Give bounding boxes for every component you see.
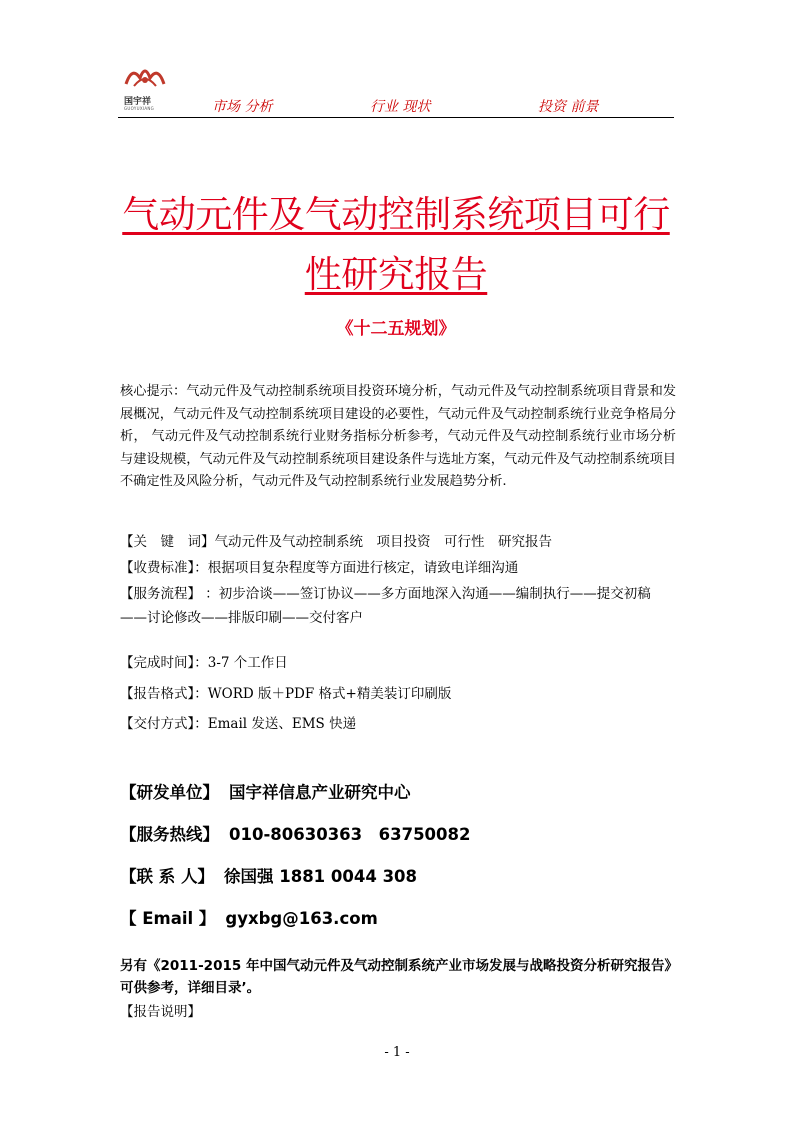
contact-email-label: 【 Email 】 [120,909,216,928]
page-number: - 1 - [384,1045,410,1060]
nav-investment-outlook: 投资 前景 [538,99,599,115]
reference-note: 另有《2011-2015 年中国气动元件及气动控制系统产业市场发展与战略投资分析研究报告》可供参考，详细目录’。 [120,958,672,996]
logo-name: 国宇祥 [124,97,152,107]
logo-emblem-icon [122,58,168,92]
spec-fee: 【收费标准】：根据项目复杂程度等方面进行核定，请致电详细沟通 [120,560,519,576]
nav-market-analysis: 市场 分析 [212,99,273,115]
logo-subtext: GUOYUXIANG [124,106,155,111]
core-summary: 核心提示：气动元件及气动控制系统项目投资环境分析，气动元件及气动控制系统项目背景和发展概况，气动元件及气动控制系统项目建设的必要性，气动元件及气动控制系统行业竞争格局分析， 气动元件及气动控制系统行业财务指标分析参考，气动元件及气动控制系统行业市场分析与建设规模，气动元件及气动控制系统项目建设条件与选址方案，气动元件及气动控制系统项目不确定性及风险分析，气动元件及气动控制系统行业发展趋势分析. [120,384,676,490]
contact-hotline-label: 【服务热线】 [120,825,219,844]
contact-person [120,863,417,887]
contact-email-value[interactable]: gyxbg@163.com [225,909,378,928]
nav-industry-status: 行业 现状 [370,99,431,115]
company-logo [122,58,172,112]
spec-service-flow: 【服务流程】 ：初步洽谈——签订协议——多方面地深入沟通——编制执行——提交初稿——讨论修改——排版印刷——交付客户 [120,586,651,626]
page-header [118,58,674,118]
spec-delivery: 【交付方式】：Email 发送、EMS 快递 [120,716,357,732]
spec-keywords: 【关 键 词】气动元件及气动控制系统 项目投资 可行性 研究报告 [120,534,552,550]
contact-person-value: 徐国强 1881 0044 308 [224,867,418,886]
report-title-line-2: 性研究报告 [304,253,488,296]
contact-unit-value: 国宇祥信息产业研究中心 [229,783,411,802]
spec-completion-time: 【完成时间】：3-7 个工作日 [120,655,288,671]
spec-report-format: 【报告格式】：WORD 版＋PDF 格式+精美装订印刷版 [120,686,452,702]
contact-hotline [120,821,470,845]
report-subtitle: 《十二五规划》 [336,319,456,339]
report-description-label: 【报告说明】 [120,1004,201,1020]
contact-unit [120,779,411,803]
contact-email [120,905,378,929]
contact-person-label: 【联 系 人】 [120,867,214,886]
report-title-line-1: 气动元件及气动控制系统项目可行 [122,193,670,236]
contact-hotline-value: 010-80630363 63750082 [229,825,471,844]
header-divider [118,117,674,118]
contact-unit-label: 【研发单位】 [120,783,219,802]
